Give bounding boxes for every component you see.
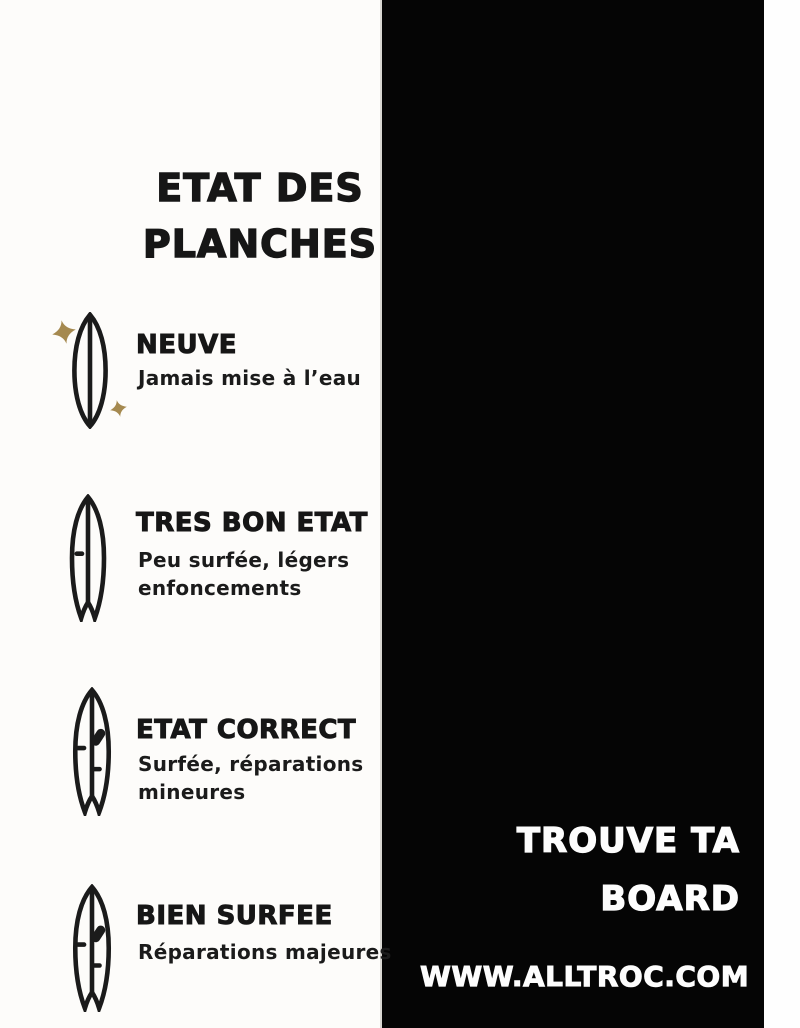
surfboard-light-dings-icon: [66, 494, 110, 622]
surfboard-new-icon: [68, 312, 112, 429]
right-edge-strip: [764, 0, 800, 1028]
brand-tagline-line2: BOARD: [600, 879, 740, 919]
page-title: [140, 160, 380, 272]
brand-tagline-line1: TROUVE TA: [516, 821, 740, 861]
website-url: WWW.ALLTROC.COM: [420, 960, 750, 993]
condition-description: Réparations majeures: [138, 940, 392, 964]
brand-tagline: [420, 812, 740, 928]
condition-heading: BIEN SURFEE: [136, 901, 333, 931]
condition-description: Jamais mise à l’eau: [138, 366, 362, 390]
condition-description: Surfée, réparations mineures: [138, 752, 364, 804]
page-title-line1: ETAT DES: [156, 166, 364, 210]
condition-heading: NEUVE: [136, 330, 238, 360]
page-title-line2: PLANCHES: [142, 222, 378, 266]
surfboard-major-repairs-icon: [69, 884, 115, 1012]
condition-heading: TRES BON ETAT: [136, 508, 368, 538]
surfboard-minor-repairs-icon: [69, 687, 115, 816]
condition-description: Peu surfée, légers enfoncements: [138, 548, 350, 600]
condition-heading: ETAT CORRECT: [136, 715, 357, 745]
